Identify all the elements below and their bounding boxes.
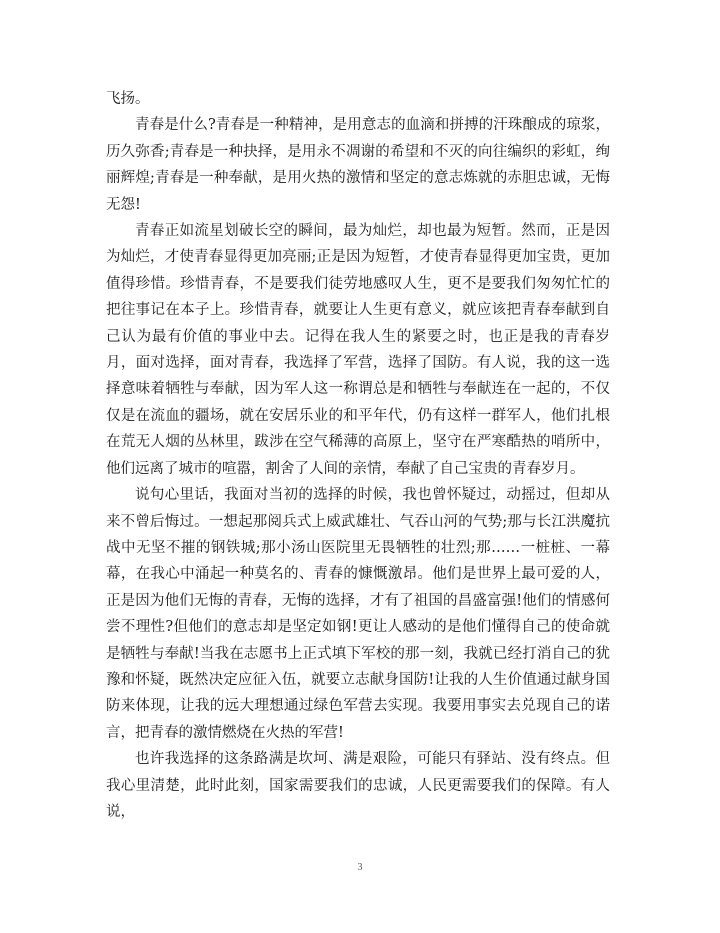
paragraph: 说句心里话，我面对当初的选择的时候，我也曾怀疑过，动摇过，但却从来不曾后悔过。一想起那阅兵式上威武雄壮、气吞山河的气势;那与长江洪魔抗战中无坚不摧的钢铁城;那小汤山医院里无畏牺牲的壮烈;那……一桩桩、一幕幕，在我心中涌起一种莫名的、青春的慷慨激昂。他们是世界上最可爱的人，正是因为他们无悔的青春，无悔的选择，才有了祖国的昌盛富强!他们的情感何尝不理性?但他们的意志却是坚定如钢!更让人感动的是他们懂得自己的使命就是牺牲与奉献!当我在志愿书上正式填下军校的那一刻，我就已经打消自己的犹豫和怀疑，既然决定应征入伍，就要立志献身国防!让我的人生价值通过献身国防来体现，让我的远大理想通过绿色军营去实现。我要用事实去兑现自己的诺言，把青春的激情燃烧在火热的军营! [106, 487, 610, 741]
paragraph: 也许我选择的这条路满是坎坷、满是艰险，可能只有驿站、没有终点。但我心里清楚，此时此刻，国家需要我们的忠诚，人民更需要我们的保障。有人说， [106, 751, 610, 820]
paragraph: 青春是什么?青春是一种精神，是用意志的血滴和拼搏的汗珠酿成的琼浆，历久弥香;青春是一种抉择，是用永不凋谢的希望和不灭的向往编织的彩虹，绚丽辉煌;青春是一种奉献，是用火热的激情和坚定的意志炼就的赤胆忠诚，无悔无怨! [106, 117, 610, 213]
page-number: 3 [357, 862, 363, 873]
paragraph: 飞扬。 [106, 91, 150, 107]
paragraph: 青春正如流星划破长空的瞬间，最为灿烂，却也最为短暂。然而，正是因为灿烂，才使青春显得更加亮丽;正是因为短暂，才使青春显得更加宝贵，更加值得珍惜。珍惜青春，不是要我们徒劳地感叹人生，更不是要我们匆匆忙忙的把往事记在本子上。珍惜青春，就要让人生更有意义，就应该把青春奉献到自己认为最有价值的事业中去。记得在我人生的紧要之时，也正是我的青春岁月，面对选择，面对青春，我选择了军营，选择了国防。有人说，我的这一选择意味着牺牲与奉献，因为军人这一称谓总是和牺牲与奉献连在一起的，不仅仅是在流血的疆场，就在安居乐业的和平年代，仍有这样一群军人，他们扎根在荒无人烟的丛林里，跋涉在空气稀薄的高原上，坚守在严寒酷热的哨所中，他们远离了城市的喧嚣，割舍了人间的亲情，奉献了自己宝贵的青春岁月。 [106, 223, 610, 477]
body-text [106, 86, 610, 825]
